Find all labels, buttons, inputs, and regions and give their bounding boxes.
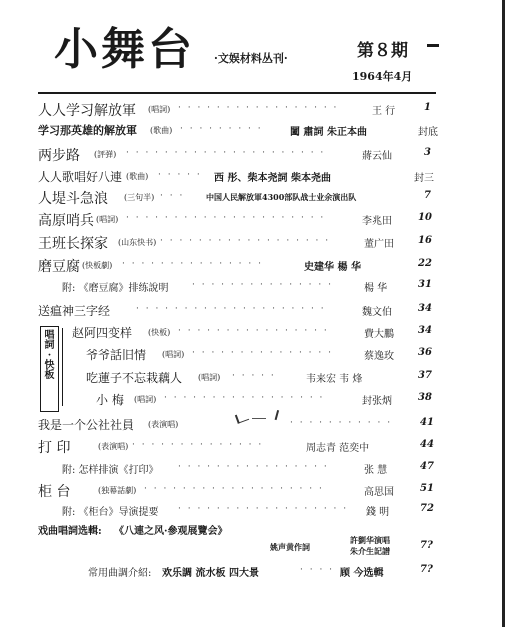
toc-selection-credits: 許劉华演唱 姚声黄作詞 朱介生記譜 7? [270,535,433,556]
toc-entry: 小 梅 (唱詞) · · · · · · · · · · · · · · · · · 封张炳 38 [96,392,432,407]
toc-entry: 人堤斗急浪 (三句半) · · · 中国人民解放軍4300部队战士业余演出队 7 [38,190,431,207]
toc-selection: 戏曲唱詞选輯: 《八連之风·參观展覽会》 [38,526,228,537]
ink-mark [427,44,439,47]
toc-entry: 人人学习解放軍 (唱詞) · · · · · · · · · · · · · · · · · 王 行 1 [38,102,431,119]
toc-entry-appendix: 附: 《磨豆腐》排练說明 · · · · · · · · · · · · · · · 楊 华 31 [62,279,432,294]
toc-entry: 高原哨兵 (唱詞) · · · · · · · · · · · · · · · · · · · · · 李兆田 10 [38,212,432,229]
toc-rule [38,92,436,94]
toc-entry: 两步路 (評弹) · · · · · · · · · · · · · · · · · · · · · 蔣云仙 3 [38,147,431,164]
toc-entry: 我是一个公社社員 (表演唱) · · · · · · · · · · · 41 [38,417,434,432]
toc-entry-appendix: 附: 怎样排演《打印》 · · · · · · · · · · · · · · · · 张 慧 47 [62,461,434,476]
toc-entry: 王班长探家 (山东快书) · · · · · · · · · · · · · · · · · · 董广田 16 [38,235,432,252]
toc-entry-appendix: 附: 《柜台》导演提要 · · · · · · · · · · · · · · · · · · 錢 明 72 [62,503,434,518]
toc-entry: 赵阿四变样 (快板) · · · · · · · · · · · · · · · · 費大鵬 34 [72,325,432,340]
toc-entry: 人人歌唱好八連 (歌曲) · · · · · 西 彤、柴本尧詞 柴本尧曲 封三 [38,170,434,184]
toc-entry: 爷爷話旧情 (唱詞) · · · · · · · · · · · · · · · 蔡逸玫 36 [86,347,432,362]
toc-entry: 送瘟神三字经 · · · · · · · · · · · · · · · · · · · · 魏文伯 34 [38,303,432,318]
magazine-title: 小舞台 [54,24,195,75]
toc-entry: 打 印 (表演唱) · · · · · · · · · · · · · · 周志青 范奕中 44 [38,439,434,456]
toc-entry: 磨豆腐 (快板劇) · · · · · · · · · · · · · · · 史建华 楊 华 22 [38,258,432,275]
issue-date: 1964年4月 [352,70,413,83]
toc-entry: 吃蓮子不忘栽藕人 (唱詞) · · · · · 韦来宏 韦 烽 37 [86,370,432,385]
toc-entry: 柜 台 (独幕話劇) · · · · · · · · · · · · · · · · · · · 高思国 51 [38,483,434,500]
magazine-series: ·文娱材料丛刊· [214,52,288,65]
toc-intro: 常用曲調介紹: 欢乐調 流水板 四大景 · · · · 顾 今选輯 7? [88,564,433,579]
toc-entry: 学习那英雄的解放軍 (歌曲) · · · · · · · · · 闔 肅詞 朱正本曲 封底 [38,124,438,138]
category-label-box: 唱 詞 · 快 板 [40,326,59,412]
issue-number: 第８期 [357,41,408,61]
